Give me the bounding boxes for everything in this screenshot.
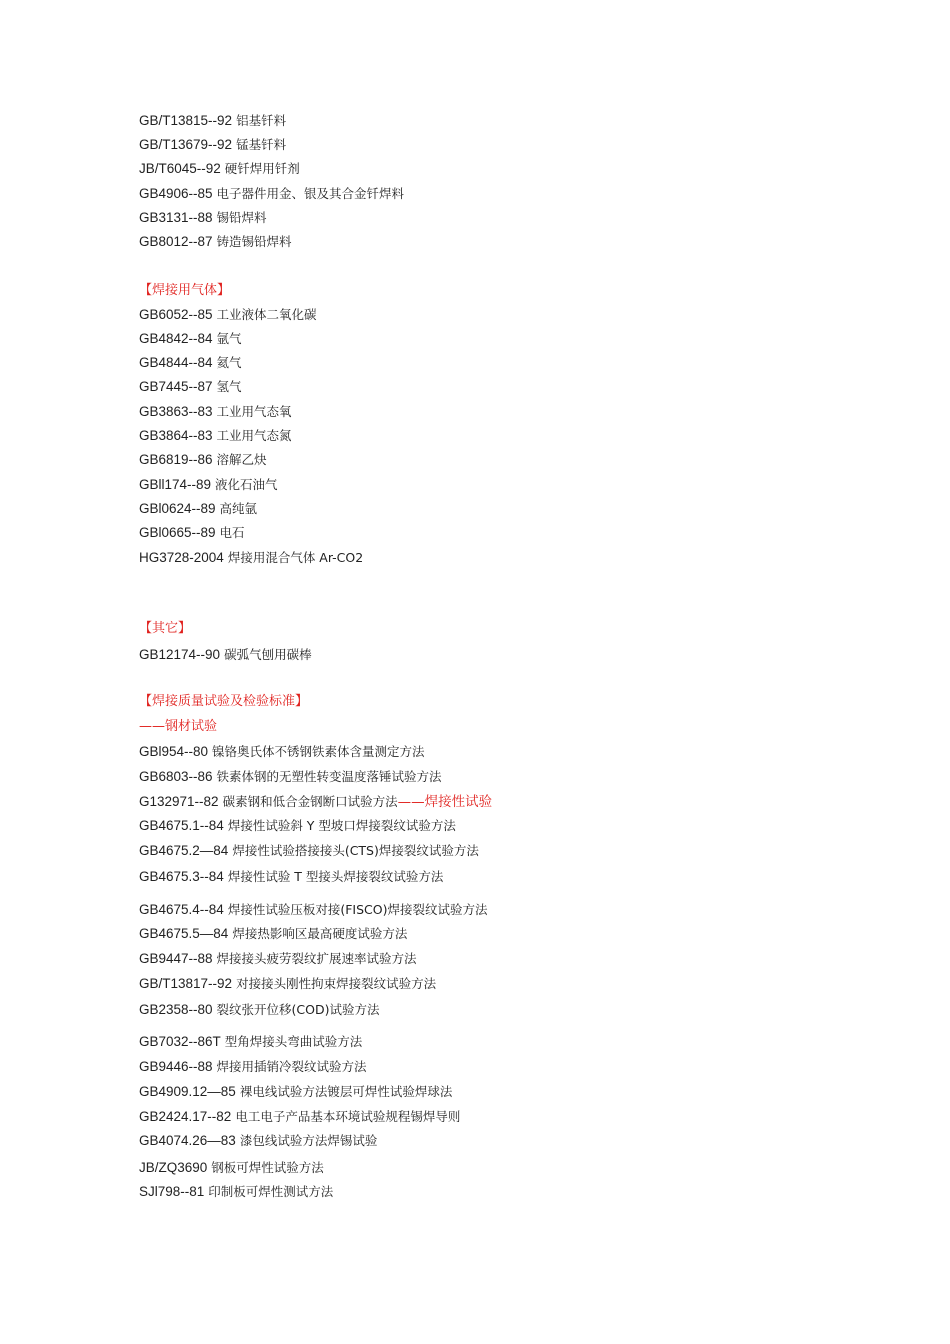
standard-code: GB2424.17--82 <box>139 1109 232 1124</box>
standard-entry <box>139 160 300 178</box>
standard-code: GB4906--85 <box>139 186 213 201</box>
standard-code: GB3864--83 <box>139 428 213 443</box>
standard-code: GB4675.3--84 <box>139 869 224 884</box>
standard-entry <box>139 403 292 421</box>
standard-entry <box>139 646 312 664</box>
standard-desc: 高纯氩 <box>219 501 258 516</box>
standard-entry <box>139 1033 362 1051</box>
standard-code: GB4675.4--84 <box>139 902 224 917</box>
standard-desc: 氦气 <box>216 355 242 370</box>
standard-desc: 焊接性试验斜 Y 型坡口焊接裂纹试验方法 <box>227 818 456 833</box>
standard-entry <box>139 330 242 348</box>
standard-code: GBll174--89 <box>139 477 212 492</box>
standard-entry <box>139 925 407 943</box>
standard-entry <box>139 793 492 811</box>
standard-code: GB7032--86T <box>139 1034 221 1049</box>
standard-code: GB9447--88 <box>139 951 213 966</box>
section-heading-quality: 【焊接质量试验及检验标准】 <box>139 694 309 709</box>
standard-desc: 碳弧气刨用碳棒 <box>224 647 312 662</box>
standard-desc: 焊接用混合气体 Ar-CO2 <box>227 550 364 565</box>
standard-entry <box>139 901 487 919</box>
standard-entry <box>139 378 242 396</box>
standard-code: GB4842--84 <box>139 331 213 346</box>
standard-desc: 钢板可焊性试验方法 <box>211 1160 324 1175</box>
standard-desc: 电工电子产品基本环境试验规程锡焊导则 <box>235 1109 461 1124</box>
standard-desc: 裸电线试验方法镀层可焊性试验焊球法 <box>239 1084 453 1099</box>
standard-entry <box>139 524 245 542</box>
standard-entry <box>139 1108 460 1126</box>
standard-entry <box>139 209 267 227</box>
standard-code: SJl798--81 <box>139 1184 205 1199</box>
section-heading-gases: 【焊接用气体】 <box>139 283 231 298</box>
standard-entry <box>139 185 404 203</box>
standard-desc: 焊接性试验压板对接(FISCO)焊接裂纹试验方法 <box>227 902 488 917</box>
standard-code: GB12174--90 <box>139 647 221 662</box>
standard-code: GB3131--88 <box>139 210 213 225</box>
standard-code: GB9446--88 <box>139 1059 213 1074</box>
standard-entry <box>139 112 286 130</box>
standard-entry <box>139 136 286 154</box>
standard-code: GB/T13679--92 <box>139 137 233 152</box>
standard-code: GB4909.12—85 <box>139 1084 236 1099</box>
standard-desc: 焊接热影响区最高硬度试验方法 <box>232 926 408 941</box>
standard-entry <box>139 476 278 494</box>
standard-code: GB/T13817--92 <box>139 976 233 991</box>
standard-entry <box>139 549 363 567</box>
standard-code: GB6803--86 <box>139 769 213 784</box>
standard-desc: 电石 <box>219 525 245 540</box>
standard-entry <box>139 768 442 786</box>
standard-code: GB/T13815--92 <box>139 113 233 128</box>
standard-code: GBl954--80 <box>139 744 209 759</box>
standard-entry <box>139 868 443 886</box>
standard-desc: 焊接性试验 T 型接头焊接裂纹试验方法 <box>227 869 444 884</box>
standard-entry <box>139 743 425 761</box>
standard-code: GB7445--87 <box>139 379 213 394</box>
standard-entry <box>139 1183 333 1201</box>
standard-desc: 焊接性试验搭接接头(CTS)焊接裂纹试验方法 <box>232 843 479 858</box>
standard-code: GB4844--84 <box>139 355 213 370</box>
standard-code: HG3728-2004 <box>139 550 224 565</box>
standard-entry <box>139 817 456 835</box>
standard-entry <box>139 354 242 372</box>
standard-code: GB8012--87 <box>139 234 213 249</box>
standard-entry <box>139 842 479 860</box>
standard-desc: 对接接头刚性拘束焊接裂纹试验方法 <box>236 976 437 991</box>
standard-entry <box>139 306 317 324</box>
standard-desc: 铝基钎料 <box>236 113 287 128</box>
standard-entry <box>139 500 257 518</box>
standard-entry <box>139 1058 367 1076</box>
standard-code: GB4074.26—83 <box>139 1133 236 1148</box>
standard-entry <box>139 1159 324 1177</box>
standard-desc: 型角焊接头弯曲试验方法 <box>224 1034 363 1049</box>
standard-code: GB6819--86 <box>139 452 213 467</box>
standard-code: GB4675.5—84 <box>139 926 229 941</box>
standard-code: GB2358--80 <box>139 1002 213 1017</box>
section-subheading-steel-tests: ——钢材试验 <box>139 719 218 734</box>
standard-desc: 氢气 <box>216 379 242 394</box>
standard-code: GBl0665--89 <box>139 525 216 540</box>
standard-code: GBl0624--89 <box>139 501 216 516</box>
standard-entry <box>139 233 292 251</box>
subheading-weldability-tests: ——焊接性试验 <box>397 794 493 810</box>
standard-entry <box>139 1132 377 1150</box>
standard-desc: 铸造锡铅焊料 <box>216 234 292 249</box>
standard-desc: 焊接接头疲劳裂纹扩展速率试验方法 <box>216 951 417 966</box>
standard-desc: 工业液体二氧化碳 <box>216 307 317 322</box>
standard-entry <box>139 950 417 968</box>
standard-entry <box>139 427 292 445</box>
standard-desc: 液化石油气 <box>215 477 278 492</box>
standard-desc: 焊接用插销冷裂纹试验方法 <box>216 1059 367 1074</box>
standard-desc: 锰基钎料 <box>236 137 287 152</box>
standard-desc: 裂纹张开位移(COD)试验方法 <box>216 1002 380 1017</box>
standard-desc: 铁素体钢的无塑性转变温度落锤试验方法 <box>216 769 442 784</box>
standard-desc: 工业用气态氮 <box>216 428 292 443</box>
standard-desc: 锡铅焊料 <box>216 210 267 225</box>
standard-desc: 溶解乙炔 <box>216 452 267 467</box>
standard-code: G132971--82 <box>139 794 219 809</box>
standard-entry <box>139 451 267 469</box>
standard-desc: 印制板可焊性测试方法 <box>208 1184 334 1199</box>
standard-desc: 镍铬奥氏体不锈钢铁素体含量测定方法 <box>212 744 425 759</box>
standard-entry <box>139 1001 380 1019</box>
standard-desc: 硬钎焊用钎剂 <box>224 161 300 176</box>
standard-entry <box>139 975 436 993</box>
section-heading-other: 【其它】 <box>139 621 192 636</box>
standard-code: GB6052--85 <box>139 307 213 322</box>
standard-code: JB/T6045--92 <box>139 161 221 176</box>
standard-code: GB3863--83 <box>139 404 213 419</box>
standard-desc: 电子器件用金、银及其合金钎焊料 <box>216 186 405 201</box>
standard-code: GB4675.1--84 <box>139 818 224 833</box>
standard-desc: 漆包线试验方法焊锡试验 <box>239 1133 378 1148</box>
standard-code: JB/ZQ3690 <box>139 1160 208 1175</box>
standard-desc: 碳素钢和低合金钢断口试验方法 <box>222 794 398 809</box>
standard-desc: 氩气 <box>216 331 242 346</box>
standard-code: GB4675.2—84 <box>139 843 229 858</box>
standard-entry <box>139 1083 452 1101</box>
standard-desc: 工业用气态氧 <box>216 404 292 419</box>
